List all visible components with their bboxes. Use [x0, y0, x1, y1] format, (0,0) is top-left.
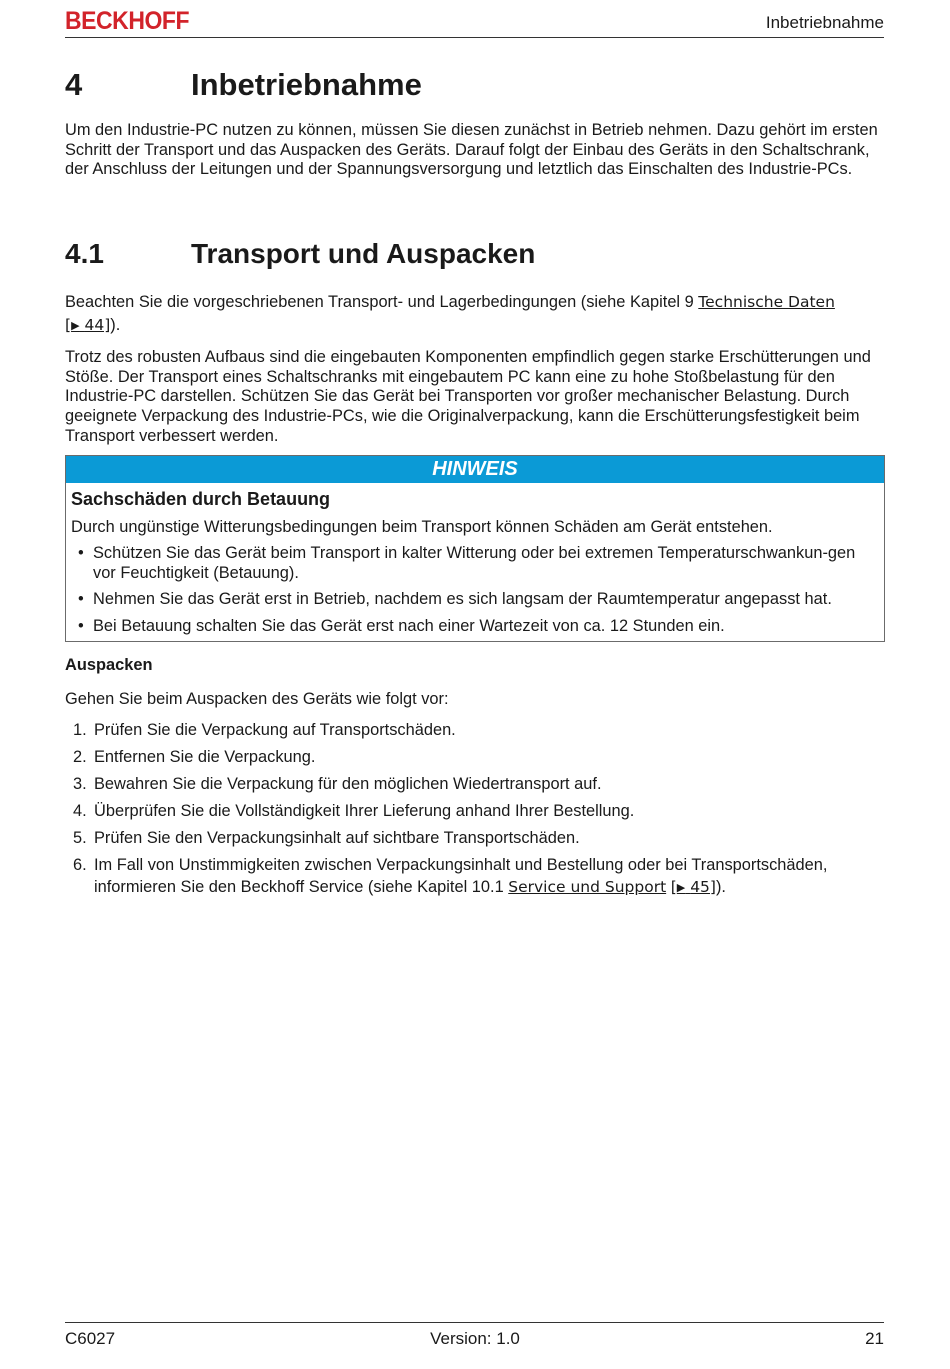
- step-item: [65, 746, 885, 768]
- service-support-link[interactable]: Service und Support: [508, 878, 667, 896]
- step-text: Überprüfen Sie die Vollständigkeit Ihrer Lieferung anhand Ihrer Bestellung.: [94, 802, 635, 820]
- notice-list: [71, 544, 876, 644]
- arrow-right-icon: ▶: [676, 881, 686, 894]
- unpack-heading: Auspacken: [65, 656, 153, 674]
- chapter-intro: Um den Industrie-PC nutzen zu können, müssen Sie diesen zunächst in Betrieb nehmen. Dazu gehört im ersten Schritt der Transport und das Auspacken des Geräts. Darauf folgt der Einbau des Geräts in den Schaltschrank, der Anschluss der Leitungen und der Spannungsversorgung und letztlich das Einschalten des Industrie-PCs.: [65, 121, 878, 179]
- chapter-heading: [65, 67, 885, 103]
- bullet-icon: •: [78, 544, 84, 562]
- header-divider: [65, 37, 884, 38]
- step-number: 5.: [73, 829, 87, 847]
- paragraph-text-end: ).: [110, 316, 121, 334]
- section-heading: [65, 238, 885, 270]
- footer-page-number: 21: [865, 1329, 884, 1348]
- technische-daten-link[interactable]: Technische Daten: [698, 293, 835, 311]
- page-ref-number: 45]: [690, 878, 716, 896]
- unpack-intro: Gehen Sie beim Auspacken des Geräts wie folgt vor:: [65, 690, 449, 708]
- step-item: [65, 773, 885, 795]
- chapter-title: Inbetriebnahme: [191, 67, 422, 102]
- transport-robustness-paragraph: Trotz des robusten Aufbaus sind die eingebauten Komponenten empfindlich gegen starke Erschütterungen und Stöße. Der Transport eines Schaltschranks mit eingebautem PC kann eine zu hohe Stoßbelastung für den Industrie-PC darstellen. Schützen Sie das Gerät bei Transporten vor großer mechanischer Belastung. Durch geeignete Verpackung des Industrie-PCs, wie die Originalverpackung, kann die Erschütterungsfestigkeit beim Transport verbessert werden.: [65, 348, 871, 445]
- section-number: 4.1: [65, 238, 104, 269]
- step-item: [65, 800, 885, 822]
- running-header: Inbetriebnahme: [765, 13, 884, 32]
- footer-divider: [65, 1322, 884, 1323]
- footer-version: Version: 1.0: [430, 1329, 520, 1348]
- step-item: [65, 719, 885, 741]
- section-title: Transport und Auspacken: [191, 238, 536, 269]
- page-ref-link-44[interactable]: [▶ 44]: [65, 316, 111, 334]
- notice-item-text: Schützen Sie das Gerät beim Transport in kalter Witterung oder bei extremen Temperaturschwankun-gen vor Feuchtigkeit (Betauung).: [93, 544, 856, 582]
- notice-item-text: Nehmen Sie das Gerät erst in Betrieb, nachdem es sich langsam der Raumtemperatur angepasst hat.: [93, 590, 832, 609]
- paragraph-text: Beachten Sie die vorgeschriebenen Transport- und Lagerbedingungen (siehe Kapitel 9: [65, 293, 699, 311]
- transport-conditions-paragraph: [65, 291, 885, 337]
- arrow-right-icon: ▶: [71, 319, 80, 332]
- notice-item-text: Bei Betauung schalten Sie das Gerät erst nach einer Wartezeit von ca. 12 Stunden ein.: [93, 617, 725, 636]
- notice-list-item: [71, 617, 876, 637]
- step-text: Prüfen Sie die Verpackung auf Transportschäden.: [94, 721, 456, 739]
- step-text: Im Fall von Unstimmigkeiten zwischen Verpackungsinhalt und Bestellung oder bei Transportschäden, informieren Sie den Beckhoff Service (siehe Kapitel 10.1: [94, 856, 828, 896]
- step-number: 4.: [73, 802, 87, 820]
- step-text: Bewahren Sie die Verpackung für den möglichen Wiedertransport auf.: [94, 775, 602, 793]
- notice-list-item: [71, 590, 876, 610]
- notice-title: Sachschäden durch Betauung: [71, 489, 331, 509]
- step-number: 2.: [73, 748, 87, 766]
- step-text: Prüfen Sie den Verpackungsinhalt auf sichtbare Transportschäden.: [94, 829, 580, 847]
- step-text: Entfernen Sie die Verpackung.: [94, 748, 316, 766]
- beckhoff-logo: BECKHOFF: [65, 7, 190, 35]
- step-text-end: ).: [715, 878, 726, 896]
- step-item: [65, 827, 885, 849]
- unpack-steps: [65, 719, 885, 904]
- step-number: 1.: [73, 721, 87, 739]
- bullet-icon: •: [78, 617, 84, 636]
- notice-list-item: [71, 544, 876, 583]
- chapter-number: 4: [65, 67, 83, 102]
- step-number: 3.: [73, 775, 87, 793]
- notice-label: HINWEIS: [66, 456, 884, 483]
- footer-doc-id: C6027: [65, 1329, 116, 1348]
- page-ref-number: 44]: [84, 316, 111, 334]
- step-item: [65, 854, 885, 899]
- page-ref-link-45[interactable]: [▶ 45]: [670, 878, 716, 896]
- bullet-icon: •: [78, 590, 84, 609]
- notice-text: Durch ungünstige Witterungsbedingungen beim Transport können Schäden am Gerät entstehen.: [71, 518, 773, 536]
- step-number: 6.: [73, 856, 87, 874]
- notice-box: [65, 455, 885, 642]
